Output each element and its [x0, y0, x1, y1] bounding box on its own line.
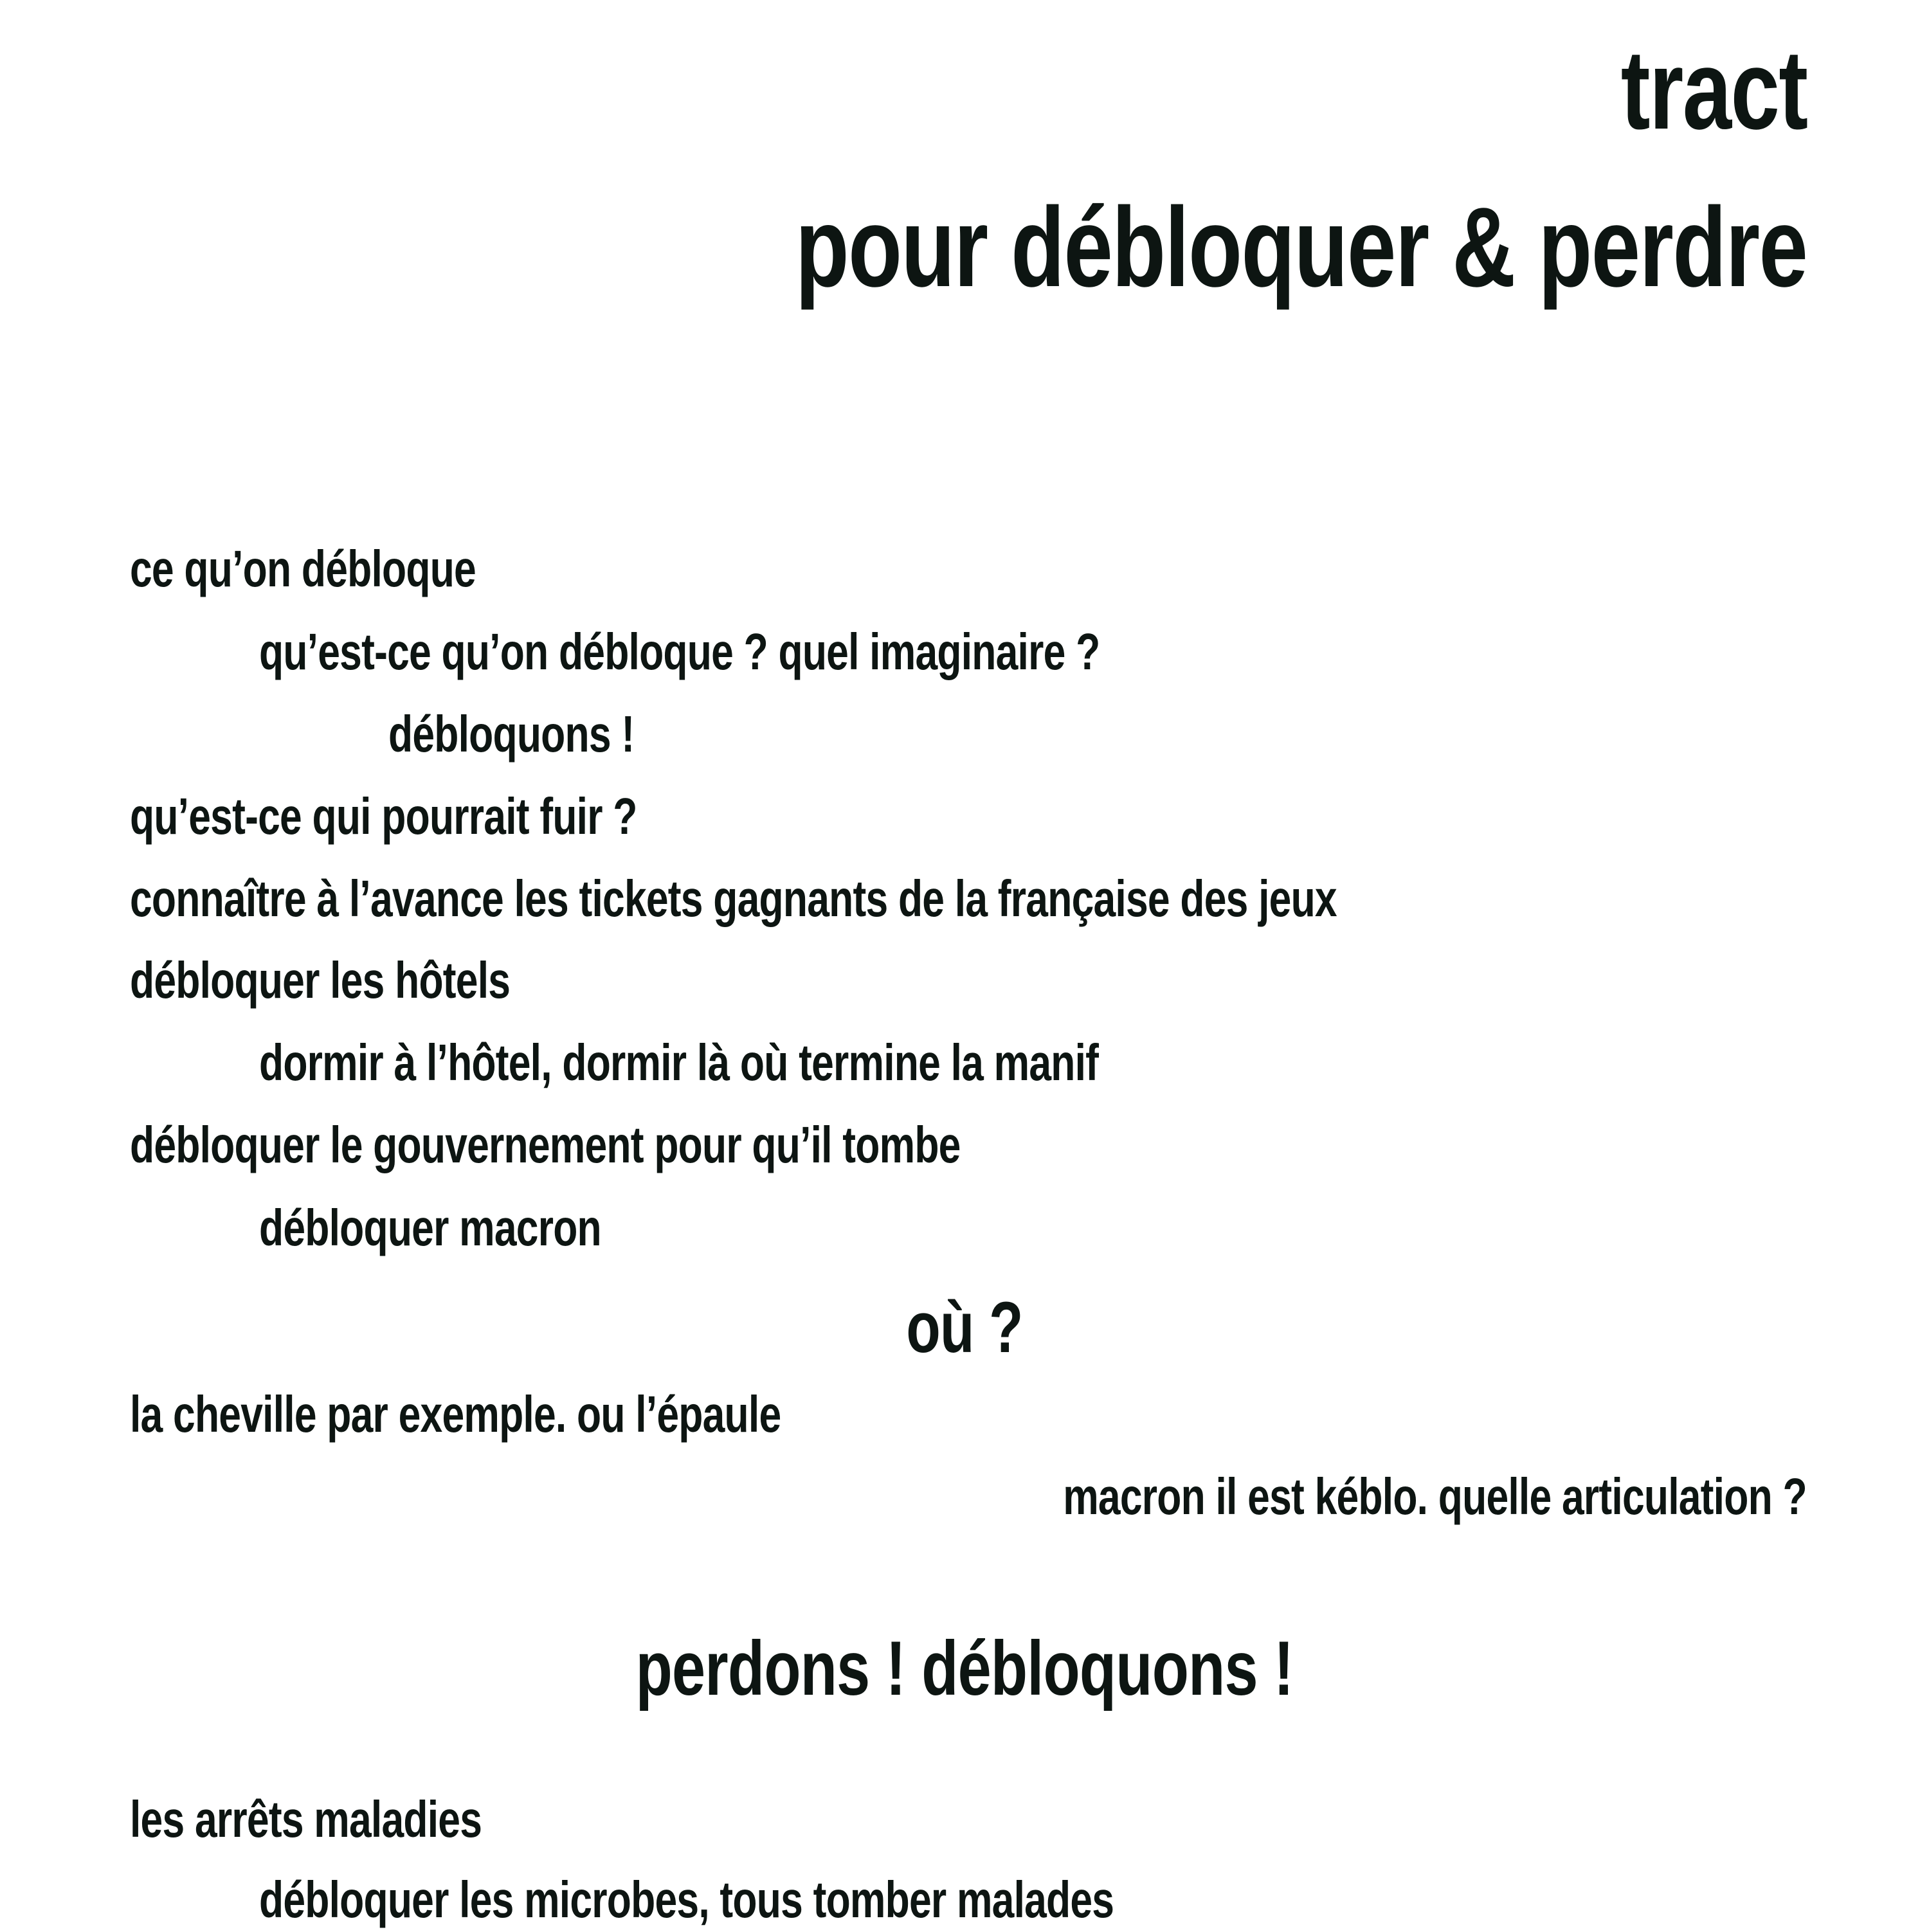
text-line: débloquer macron — [259, 1199, 601, 1256]
text-line: ce qu’on débloque — [130, 540, 476, 597]
section-heading-where: où ? — [906, 1287, 1023, 1368]
title-line-2: pour débloquer & perdre — [795, 185, 1807, 311]
text-line: connaître à l’avance les tickets gagnants de la française des jeux — [130, 870, 1337, 927]
text-line: la cheville par exemple. ou l’épaule — [130, 1386, 781, 1443]
section-heading-lose-unblock: perdons ! débloquons ! — [635, 1625, 1294, 1711]
text-line: débloquer les hôtels — [130, 952, 511, 1009]
text-line: débloquons ! — [388, 705, 635, 763]
title-line-1: tract — [1620, 27, 1807, 153]
text-line: débloquer le gouvernement pour qu’il tombe — [130, 1116, 961, 1173]
text-line: les arrêts maladies — [130, 1791, 482, 1848]
text-line-right: macron il est kéblo. quelle articulation ? — [1063, 1468, 1807, 1525]
text-line: qu’est-ce qui pourrait fuir ? — [130, 788, 637, 845]
text-line: dormir à l’hôtel, dormir là où termine la manif — [259, 1034, 1099, 1091]
text-line: qu’est-ce qu’on débloque ? quel imaginaire ? — [259, 623, 1100, 680]
text-line: débloquer les microbes, tous tomber malades — [259, 1871, 1114, 1928]
